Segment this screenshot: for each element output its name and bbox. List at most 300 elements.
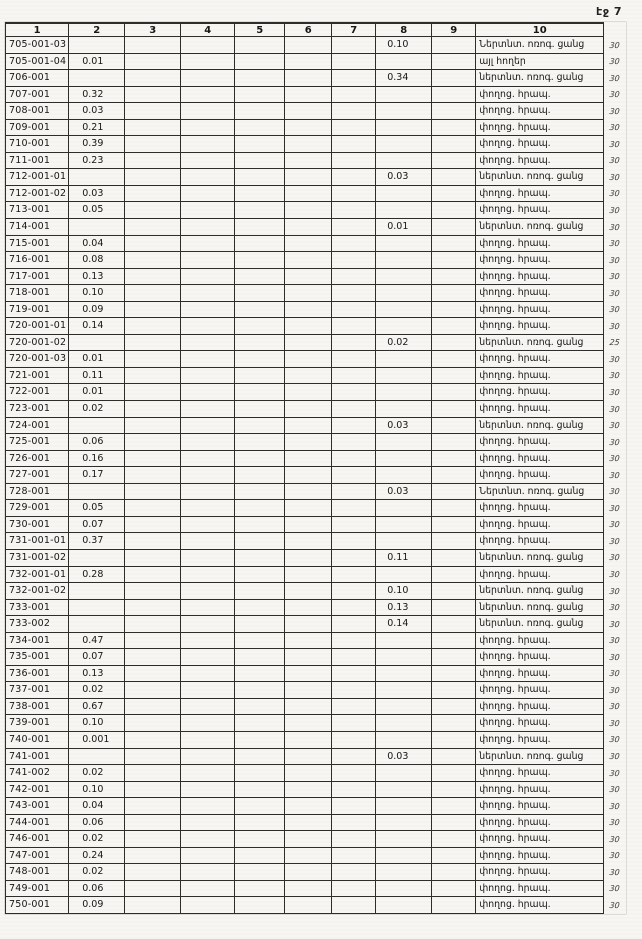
margin-note: 30 <box>608 437 620 447</box>
page-number-label: էջ 7 <box>596 5 622 18</box>
empty-cell <box>432 616 476 633</box>
empty-cell <box>181 682 235 699</box>
empty-cell <box>432 748 476 765</box>
table-row <box>6 252 626 269</box>
empty-cell <box>332 616 376 633</box>
area-value-cell: 0.67 <box>69 698 125 715</box>
empty-cell <box>125 533 181 550</box>
parcel-code-cell: 739-001 <box>6 715 69 732</box>
empty-cell <box>285 37 332 54</box>
empty-cell <box>235 814 285 831</box>
empty-cell <box>181 847 235 864</box>
parcel-code-cell: 733-001 <box>6 599 69 616</box>
empty-cell <box>432 549 476 566</box>
land-use-cell: փողոց. հրապ. <box>476 831 604 848</box>
empty-cell <box>125 715 181 732</box>
land-use-cell: փողոց. հրապ. <box>476 632 604 649</box>
area-value-cell: 0.06 <box>69 814 125 831</box>
margin-note: 30 <box>608 867 620 877</box>
parcel-code-cell: 710-001 <box>6 136 69 153</box>
empty-cell <box>285 665 332 682</box>
empty-cell <box>332 301 376 318</box>
column-header-3: 3 <box>125 23 181 37</box>
table-row <box>6 119 626 136</box>
parcel-code-cell: 719-001 <box>6 301 69 318</box>
area-value-cell: 0.47 <box>69 632 125 649</box>
area-value-cell <box>376 185 432 202</box>
parcel-code-cell: 750-001 <box>6 897 69 914</box>
area-value-cell: 0.02 <box>69 864 125 881</box>
empty-cell <box>125 417 181 434</box>
empty-cell <box>332 500 376 517</box>
empty-cell <box>235 483 285 500</box>
empty-cell <box>332 417 376 434</box>
empty-cell <box>285 831 332 848</box>
area-value-cell <box>69 70 125 87</box>
empty-cell <box>285 70 332 87</box>
empty-cell <box>332 897 376 914</box>
empty-cell <box>285 731 332 748</box>
empty-cell <box>235 401 285 418</box>
empty-cell <box>181 533 235 550</box>
empty-cell <box>235 434 285 451</box>
empty-cell <box>285 616 332 633</box>
table-row <box>6 649 626 666</box>
table-row <box>6 351 626 368</box>
empty-cell <box>181 367 235 384</box>
column-header-7: 7 <box>332 23 376 37</box>
margin-note: 30 <box>608 470 620 480</box>
margin-note: 30 <box>608 387 620 397</box>
parcel-code-cell: 722-001 <box>6 384 69 401</box>
empty-cell <box>285 632 332 649</box>
margin-note: 30 <box>608 619 620 629</box>
empty-cell <box>235 384 285 401</box>
parcel-code-cell: 721-001 <box>6 367 69 384</box>
empty-cell <box>285 533 332 550</box>
area-value-cell <box>376 864 432 881</box>
area-value-cell: 0.001 <box>69 731 125 748</box>
empty-cell <box>332 583 376 600</box>
empty-cell <box>285 599 332 616</box>
area-value-cell <box>376 367 432 384</box>
parcel-code-cell: 748-001 <box>6 864 69 881</box>
empty-cell <box>332 814 376 831</box>
empty-cell <box>181 53 235 70</box>
empty-cell <box>181 37 235 54</box>
empty-cell <box>181 252 235 269</box>
empty-cell <box>285 814 332 831</box>
empty-cell <box>125 70 181 87</box>
margin-note: 30 <box>608 668 620 678</box>
parcel-code-cell: 714-001 <box>6 219 69 236</box>
area-value-cell: 0.06 <box>69 434 125 451</box>
empty-cell <box>432 500 476 517</box>
land-use-cell: Ներտնտ. ոռոգ. ցանց <box>476 483 604 500</box>
margin-note: 30 <box>608 718 620 728</box>
empty-cell <box>125 37 181 54</box>
land-use-cell: փողոց. հրապ. <box>476 103 604 120</box>
empty-cell <box>125 202 181 219</box>
empty-cell <box>125 301 181 318</box>
empty-cell <box>332 86 376 103</box>
empty-cell <box>285 880 332 897</box>
empty-cell <box>125 384 181 401</box>
empty-cell <box>235 682 285 699</box>
area-value-cell: 0.03 <box>376 748 432 765</box>
empty-cell <box>332 765 376 782</box>
empty-cell <box>285 715 332 732</box>
empty-cell <box>285 136 332 153</box>
land-use-cell: փողոց. հրապ. <box>476 119 604 136</box>
land-use-cell: փողոց. հրապ. <box>476 798 604 815</box>
land-use-cell: փողոց. հրապ. <box>476 202 604 219</box>
area-value-cell <box>376 136 432 153</box>
empty-cell <box>181 202 235 219</box>
empty-cell <box>125 682 181 699</box>
land-use-cell: փողոց. հրապ. <box>476 715 604 732</box>
area-value-cell <box>376 235 432 252</box>
margin-note: 30 <box>608 370 620 380</box>
area-value-cell <box>376 715 432 732</box>
area-value-cell: 0.02 <box>376 334 432 351</box>
empty-cell <box>332 632 376 649</box>
land-use-cell: փողոց. հրապ. <box>476 864 604 881</box>
empty-cell <box>181 649 235 666</box>
land-use-cell: ներտնտ. ոռոգ. ցանց <box>476 748 604 765</box>
empty-cell <box>181 880 235 897</box>
margin-note: 30 <box>608 586 620 596</box>
empty-cell <box>332 467 376 484</box>
empty-cell <box>181 616 235 633</box>
empty-cell <box>432 864 476 881</box>
land-use-cell: փողոց. հրապ. <box>476 649 604 666</box>
area-value-cell: 0.10 <box>69 781 125 798</box>
margin-note: 30 <box>608 900 620 910</box>
empty-cell <box>432 897 476 914</box>
empty-cell <box>125 152 181 169</box>
empty-cell <box>125 583 181 600</box>
area-value-cell <box>376 301 432 318</box>
empty-cell <box>125 185 181 202</box>
empty-cell <box>285 103 332 120</box>
area-value-cell <box>376 731 432 748</box>
area-value-cell: 0.09 <box>69 897 125 914</box>
margin-note: 30 <box>608 883 620 893</box>
area-value-cell: 0.04 <box>69 798 125 815</box>
margin-note: 30 <box>608 652 620 662</box>
empty-cell <box>432 202 476 219</box>
land-use-cell: փողոց. հրապ. <box>476 384 604 401</box>
empty-cell <box>125 864 181 881</box>
area-value-cell <box>69 37 125 54</box>
empty-cell <box>432 136 476 153</box>
area-value-cell <box>69 219 125 236</box>
margin-note: 30 <box>608 288 620 298</box>
table-row <box>6 864 626 881</box>
table-row <box>6 202 626 219</box>
empty-cell <box>181 185 235 202</box>
area-value-cell: 0.28 <box>69 566 125 583</box>
empty-cell <box>332 533 376 550</box>
empty-cell <box>432 70 476 87</box>
area-value-cell: 0.02 <box>69 831 125 848</box>
empty-cell <box>181 632 235 649</box>
area-value-cell: 0.10 <box>69 715 125 732</box>
empty-cell <box>125 351 181 368</box>
empty-cell <box>332 384 376 401</box>
table-row <box>6 268 626 285</box>
empty-cell <box>181 864 235 881</box>
empty-cell <box>285 583 332 600</box>
area-value-cell: 0.10 <box>69 285 125 302</box>
area-value-cell <box>376 516 432 533</box>
area-value-cell <box>69 549 125 566</box>
parcel-code-cell: 720-001-02 <box>6 334 69 351</box>
empty-cell <box>235 831 285 848</box>
empty-cell <box>285 119 332 136</box>
empty-cell <box>332 136 376 153</box>
empty-cell <box>432 450 476 467</box>
empty-cell <box>432 831 476 848</box>
table-row <box>6 682 626 699</box>
empty-cell <box>181 665 235 682</box>
empty-cell <box>181 334 235 351</box>
empty-cell <box>125 649 181 666</box>
empty-cell <box>285 169 332 186</box>
margin-note: 30 <box>608 321 620 331</box>
margin-note: 25 <box>608 337 620 347</box>
parcel-code-cell: 737-001 <box>6 682 69 699</box>
empty-cell <box>285 500 332 517</box>
empty-cell <box>181 566 235 583</box>
area-value-cell: 0.07 <box>69 516 125 533</box>
land-use-cell: փողոց. հրապ. <box>476 781 604 798</box>
empty-cell <box>332 169 376 186</box>
margin-note: 30 <box>608 569 620 579</box>
area-value-cell: 0.07 <box>69 649 125 666</box>
table-row <box>6 318 626 335</box>
empty-cell <box>235 516 285 533</box>
parcel-code-cell: 718-001 <box>6 285 69 302</box>
empty-cell <box>332 665 376 682</box>
empty-cell <box>432 483 476 500</box>
area-value-cell <box>376 86 432 103</box>
table-row <box>6 136 626 153</box>
empty-cell <box>125 549 181 566</box>
parcel-code-cell: 731-001-01 <box>6 533 69 550</box>
empty-cell <box>432 847 476 864</box>
margin-note: 30 <box>608 304 620 314</box>
table-row <box>6 384 626 401</box>
parcel-code-cell: 732-001-02 <box>6 583 69 600</box>
empty-cell <box>332 731 376 748</box>
area-value-cell <box>376 765 432 782</box>
area-value-cell <box>376 781 432 798</box>
empty-cell <box>125 318 181 335</box>
margin-note: 30 <box>608 255 620 265</box>
land-use-cell: փողոց. հրապ. <box>476 765 604 782</box>
parcel-code-cell: 726-001 <box>6 450 69 467</box>
empty-cell <box>181 583 235 600</box>
table-row <box>6 781 626 798</box>
area-value-cell <box>376 682 432 699</box>
table-row <box>6 301 626 318</box>
empty-cell <box>235 367 285 384</box>
area-value-cell: 0.03 <box>376 483 432 500</box>
empty-cell <box>332 401 376 418</box>
table-row <box>6 880 626 897</box>
empty-cell <box>125 814 181 831</box>
empty-cell <box>235 37 285 54</box>
empty-cell <box>432 632 476 649</box>
empty-cell <box>285 549 332 566</box>
table-row <box>6 798 626 815</box>
table-row <box>6 698 626 715</box>
parcel-code-cell: 705-001-04 <box>6 53 69 70</box>
area-value-cell <box>376 566 432 583</box>
empty-cell <box>181 434 235 451</box>
area-value-cell <box>376 351 432 368</box>
empty-cell <box>285 252 332 269</box>
empty-cell <box>235 301 285 318</box>
empty-cell <box>432 86 476 103</box>
empty-cell <box>432 252 476 269</box>
empty-cell <box>285 434 332 451</box>
empty-cell <box>181 318 235 335</box>
empty-cell <box>125 401 181 418</box>
empty-cell <box>235 599 285 616</box>
empty-cell <box>181 500 235 517</box>
empty-cell <box>432 880 476 897</box>
empty-cell <box>332 566 376 583</box>
empty-cell <box>235 351 285 368</box>
area-value-cell <box>376 467 432 484</box>
empty-cell <box>125 86 181 103</box>
area-value-cell: 0.32 <box>69 86 125 103</box>
margin-note: 30 <box>608 40 620 49</box>
margin-note: 30 <box>608 222 620 232</box>
parcel-code-cell: 747-001 <box>6 847 69 864</box>
empty-cell <box>432 698 476 715</box>
empty-cell <box>235 847 285 864</box>
area-value-cell: 0.09 <box>69 301 125 318</box>
column-header-10: 10 <box>476 23 604 37</box>
empty-cell <box>332 798 376 815</box>
table-row <box>6 235 626 252</box>
margin-note: 30 <box>608 172 620 182</box>
empty-cell <box>181 235 235 252</box>
parcel-code-cell: 734-001 <box>6 632 69 649</box>
empty-cell <box>235 500 285 517</box>
area-value-cell <box>376 318 432 335</box>
area-value-cell <box>376 897 432 914</box>
empty-cell <box>432 318 476 335</box>
empty-cell <box>125 616 181 633</box>
table-row <box>6 765 626 782</box>
empty-cell <box>235 533 285 550</box>
margin-note: 30 <box>608 56 620 66</box>
empty-cell <box>332 103 376 120</box>
parcel-code-cell: 725-001 <box>6 434 69 451</box>
parcel-code-cell: 743-001 <box>6 798 69 815</box>
area-value-cell: 0.02 <box>69 682 125 699</box>
empty-cell <box>432 516 476 533</box>
column-header-6: 6 <box>285 23 332 37</box>
table-row <box>6 467 626 484</box>
column-header-5: 5 <box>235 23 285 37</box>
land-use-cell: ներտնտ. ոռոգ. ցանց <box>476 599 604 616</box>
area-value-cell: 0.10 <box>376 583 432 600</box>
empty-cell <box>125 252 181 269</box>
land-use-cell: փողոց. հրապ. <box>476 731 604 748</box>
empty-cell <box>332 185 376 202</box>
land-use-cell: փողոց. հրապ. <box>476 516 604 533</box>
empty-cell <box>235 583 285 600</box>
empty-cell <box>432 715 476 732</box>
empty-cell <box>235 880 285 897</box>
area-value-cell <box>376 649 432 666</box>
parcel-code-cell: 707-001 <box>6 86 69 103</box>
land-use-cell: փողոց. հրապ. <box>476 301 604 318</box>
empty-cell <box>235 715 285 732</box>
margin-note: 30 <box>608 751 620 761</box>
area-value-cell: 0.21 <box>69 119 125 136</box>
empty-cell <box>235 665 285 682</box>
empty-cell <box>432 765 476 782</box>
empty-cell <box>332 549 376 566</box>
area-value-cell <box>376 202 432 219</box>
parcel-code-cell: 738-001 <box>6 698 69 715</box>
empty-cell <box>235 103 285 120</box>
empty-cell <box>235 698 285 715</box>
area-value-cell: 0.04 <box>69 235 125 252</box>
empty-cell <box>432 103 476 120</box>
table-row <box>6 632 626 649</box>
margin-note: 30 <box>608 453 620 463</box>
empty-cell <box>432 169 476 186</box>
empty-cell <box>332 450 376 467</box>
area-value-cell: 0.08 <box>69 252 125 269</box>
empty-cell <box>332 202 376 219</box>
parcel-code-cell: 713-001 <box>6 202 69 219</box>
area-value-cell <box>376 401 432 418</box>
margin-note: 30 <box>608 784 620 794</box>
empty-cell <box>332 53 376 70</box>
table-row <box>6 450 626 467</box>
empty-cell <box>235 334 285 351</box>
empty-cell <box>332 70 376 87</box>
empty-cell <box>432 119 476 136</box>
empty-cell <box>432 649 476 666</box>
empty-cell <box>125 897 181 914</box>
table-row <box>6 401 626 418</box>
parcel-code-cell: 744-001 <box>6 814 69 831</box>
area-value-cell <box>376 500 432 517</box>
land-use-cell: փողոց. հրապ. <box>476 500 604 517</box>
empty-cell <box>125 748 181 765</box>
empty-cell <box>235 467 285 484</box>
area-value-cell <box>376 103 432 120</box>
empty-cell <box>432 37 476 54</box>
empty-cell <box>235 897 285 914</box>
empty-cell <box>332 334 376 351</box>
table-row <box>6 814 626 831</box>
empty-cell <box>181 86 235 103</box>
empty-cell <box>125 235 181 252</box>
empty-cell <box>235 566 285 583</box>
table-row <box>6 417 626 434</box>
